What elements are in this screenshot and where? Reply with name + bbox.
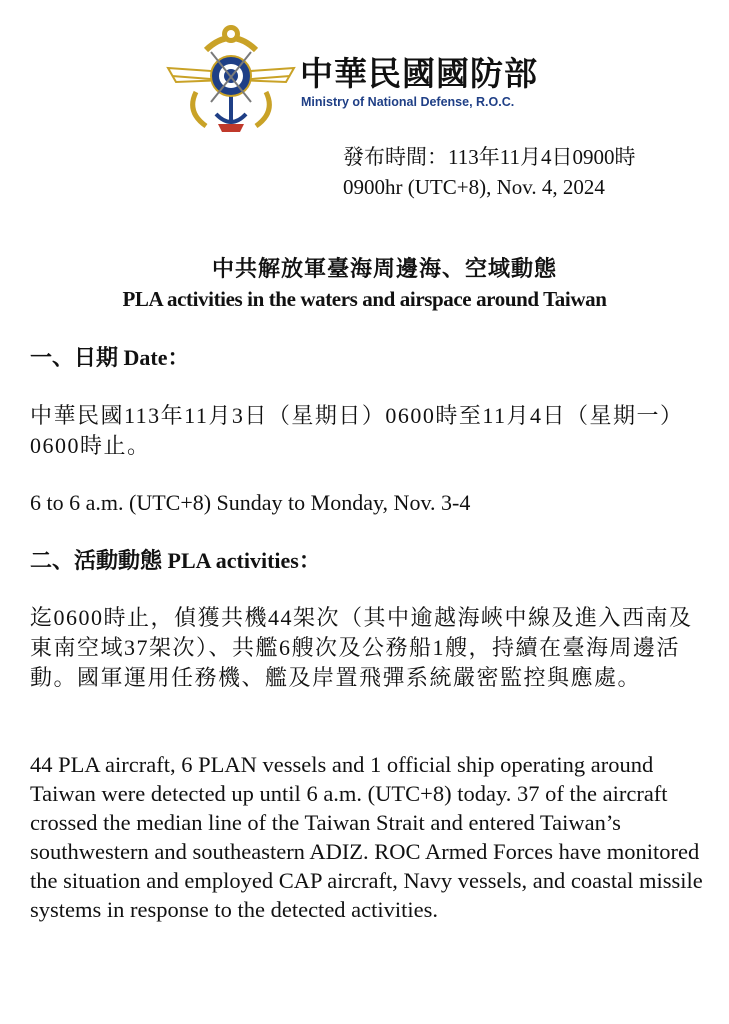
release-time: [343, 142, 635, 202]
org-name-zh: 中華民國國防部: [300, 54, 538, 93]
document-title-en: PLA activities in the waters and airspace around Taiwan: [122, 287, 607, 311]
date-paragraph-en: 6 to 6 a.m. (UTC+8) Sunday to Monday, Nov. 3-4: [30, 490, 471, 515]
document-title: [0, 254, 729, 314]
date-paragraph-zh: 中華民國113年11月3日（星期日）0600時至11月4日（星期一）0600時止。: [30, 403, 684, 458]
mnd-emblem-icon: [166, 22, 296, 134]
section-heading-date: 一、日期 Date：: [30, 345, 190, 370]
release-time-zh: 發布時間：113年11月4日0900時: [343, 145, 636, 169]
section-heading-activities: 二、活動動態 PLA activities：: [30, 548, 321, 573]
release-time-en: 0900hr (UTC+8), Nov. 4, 2024: [343, 175, 605, 199]
activities-paragraph-en: 44 PLA aircraft, 6 PLAN vessels and 1 official ship operating around Taiwan were detected up until 6 a.m. (UTC+8) today. 37 of the aircraft crossed the median line of the Taiwan Strait and entered Taiwan’s southwestern and southeastern ADIZ. ROC Armed Forces have monitored the situation and employed CAP aircraft, Navy vessels, and coastal missile systems in response to the detected activities.: [30, 752, 703, 922]
activities-paragraph-zh: 迄0600時止，偵獲共機44架次（其中逾越海峽中線及進入西南及東南空域37架次）、共艦6艘次及公務船1艘，持續在臺海周邊活動。國軍運用任務機、艦及岸置飛彈系統嚴密監控與應處。: [30, 605, 693, 690]
org-name-en: Ministry of National Defense, R.O.C.: [301, 95, 515, 109]
document-title-zh: 中共解放軍臺海周邊海、空域動態: [211, 256, 557, 281]
